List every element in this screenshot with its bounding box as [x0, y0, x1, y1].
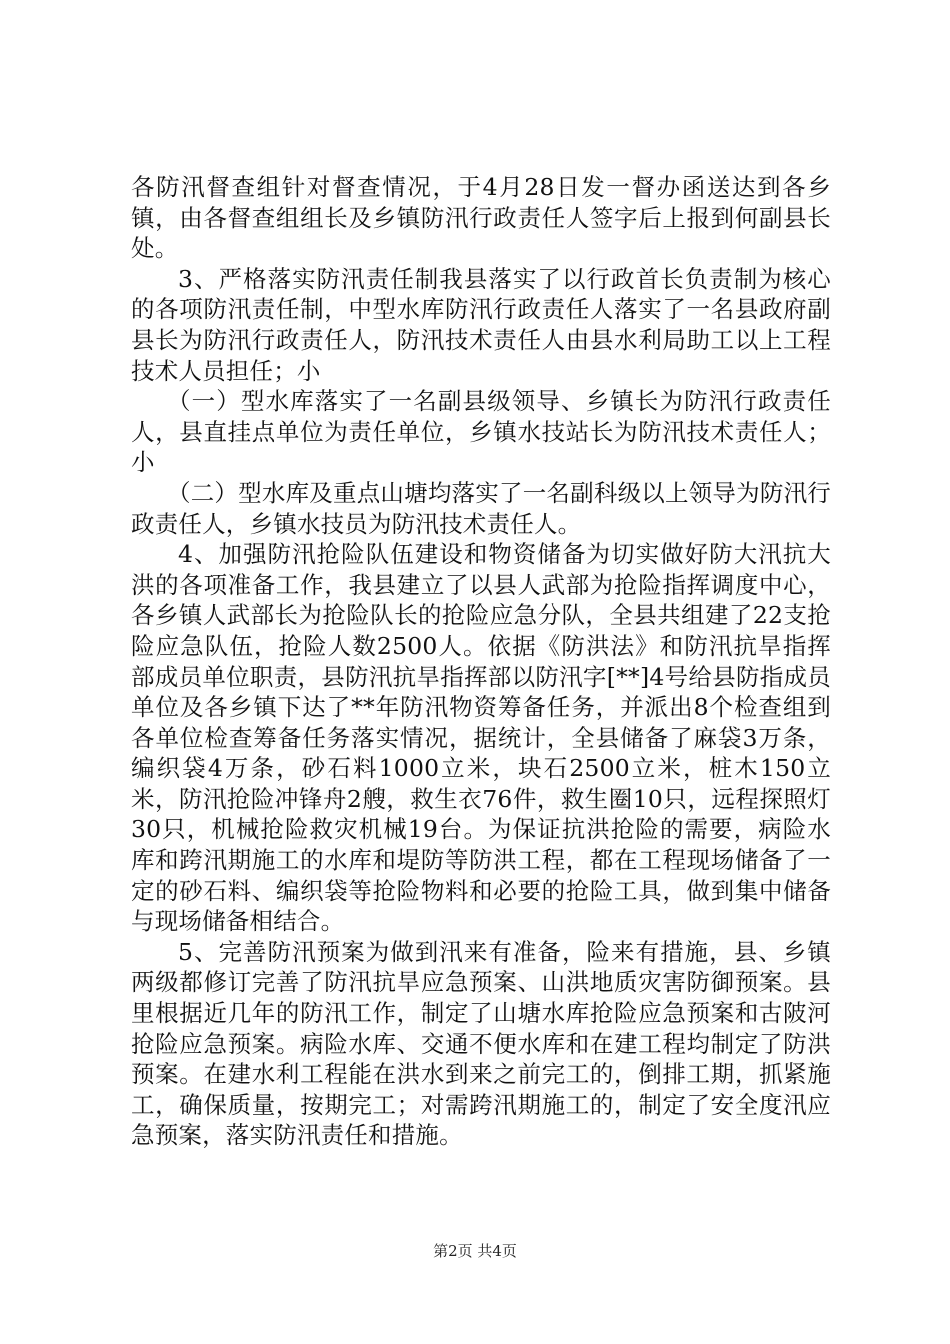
paragraph-small-reservoir-type-2: （二）型水库及重点山塘均落实了一名副科级以上领导为防汛行政责任人，乡镇水技员为防汛技术责任人。: [131, 478, 831, 538]
paragraph-flood-plans: 5、完善防汛预案为做到汛来有准备，险来有措施，县、乡镇两级都修订完善了防汛抗旱应急预案、山洪地质灾害防御预案。县里根据近几年的防汛工作，制定了山塘水库抢险应急预案和古陂河抢险应急预案。病险水库、交通不便水库和在建工程均制定了防洪预案。在建水利工程能在洪水到来之前完工的，倒排工期，抓紧施工，确保质量，按期完工；对需跨汛期施工的，制定了安全度汛应急预案，落实防汛责任和措施。: [131, 937, 831, 1150]
document-body: [131, 172, 831, 1151]
paragraph-rescue-team-materials: 4、加强防汛抢险队伍建设和物资储备为切实做好防大汛抗大洪的各项准备工作，我县建立了以县人武部为抢险指挥调度中心，各乡镇人武部长为抢险队长的抢险应急分队，全县共组建了22支抢险应急队伍，抢险人数2500人。依据《防洪法》和防汛抗旱指挥部成员单位职责，县防汛抗旱指挥部以防汛字[**]4号给县防指成员单位及各乡镇下达了**年防汛物资筹备任务，并派出8个检查组到各单位检查筹备任务落实情况，据统计，全县储备了麻袋3万条，编织袋4万条，砂石料1000立米，块石2500立米，桩木150立米，防汛抢险冲锋舟2艘，救生衣76件，救生圈10只，远程探照灯30只，机械抢险救灾机械19台。为保证抗洪抢险的需要，病险水库和跨汛期施工的水库和堤防等防洪工程，都在工程现场储备了一定的砂石料、编织袋等抢险物料和必要的抢险工具，做到集中储备与现场储备相结合。: [131, 540, 831, 936]
paragraph-small-reservoir-type-1: （一）型水库落实了一名副县级领导、乡镇长为防汛行政责任人，县直挂点单位为责任单位，乡镇水技站长为防汛技术责任人；小: [131, 387, 831, 477]
paragraph-supervision-letter: 各防汛督查组针对督查情况，于4月28日发一督办函送达到各乡镇，由各督查组组长及乡镇防汛行政责任人签字后上报到何副县长处。: [131, 173, 831, 263]
paragraph-responsibility-system: 3、严格落实防汛责任制我县落实了以行政首长负责制为核心的各项防汛责任制，中型水库防汛行政责任人落实了一名县政府副县长为防汛行政责任人，防汛技术责任人由县水利局助工以上工程技术人员担任；小: [131, 264, 831, 385]
page-number-footer: 第2页 共4页: [433, 1242, 517, 1260]
